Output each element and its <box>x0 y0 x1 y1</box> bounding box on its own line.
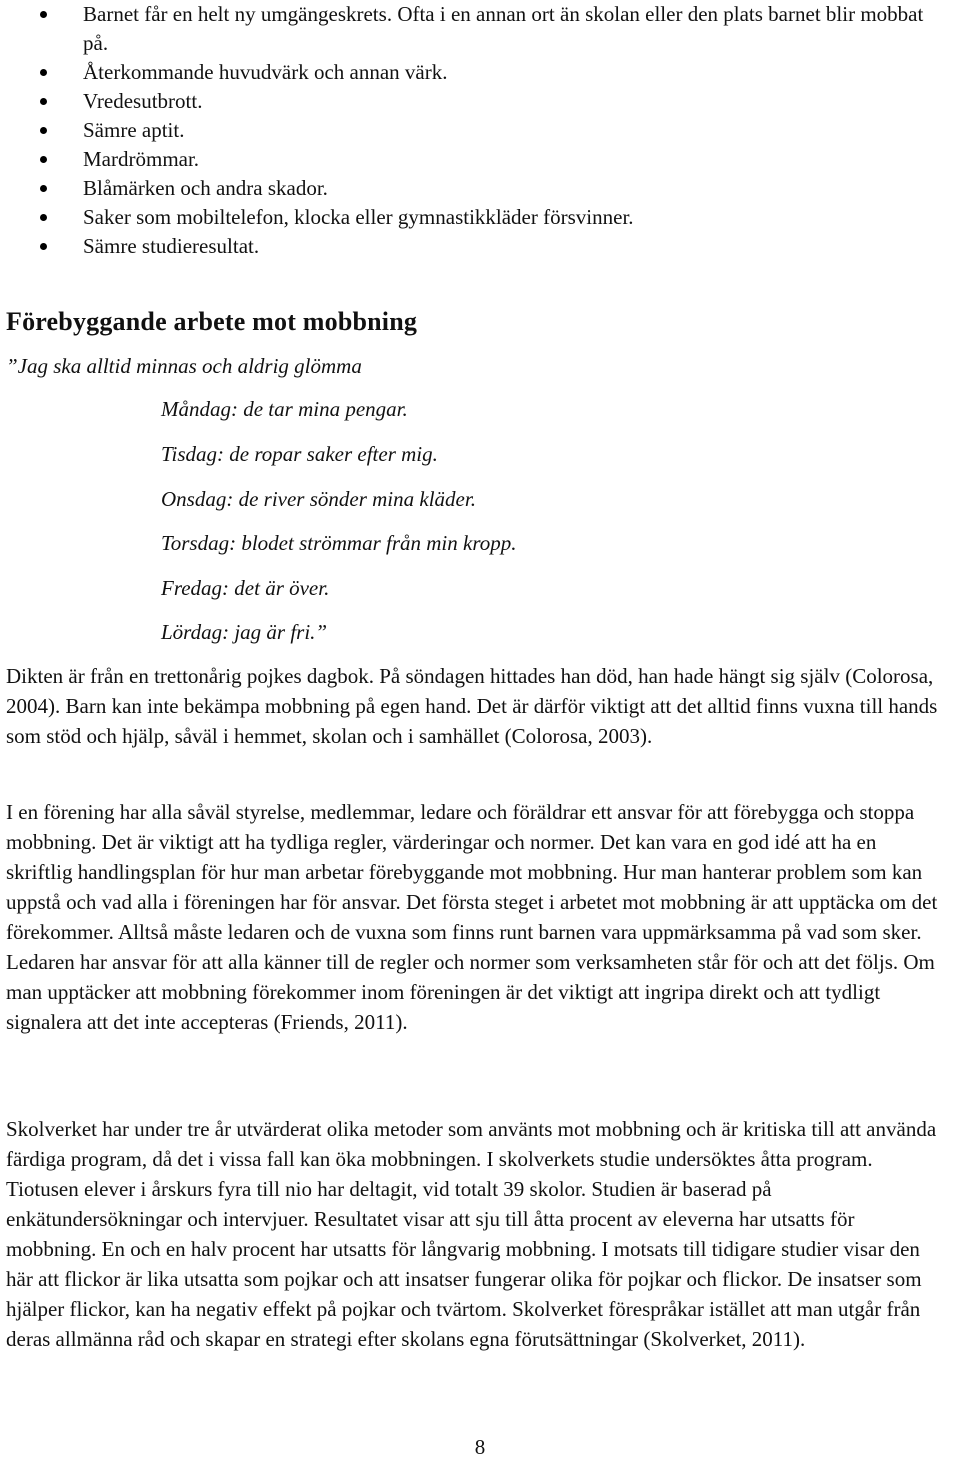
poem-intro: ”Jag ska alltid minnas och aldrig glömma <box>6 354 362 378</box>
list-item-text: Mardrömmar. <box>83 147 200 171</box>
page-number: 8 <box>474 1435 486 1459</box>
list-item-text: Sämre aptit. <box>83 118 185 142</box>
section-heading: Förebyggande arbete mot mobbning <box>6 307 418 336</box>
poem-line: Onsdag: de river sönder mina kläder. <box>161 487 476 511</box>
list-item-text: Saker som mobiltelefon, klocka eller gymnastikkläder försvinner. <box>83 205 634 229</box>
list-item <box>0 87 960 116</box>
list-item <box>0 145 960 174</box>
paragraph: Dikten är från en trettonårig pojkes dagbok. På söndagen hittades han död, han hade hängt sig själv (Colorosa, 2004). Barn kan inte bekämpa mobbning på egen hand. Det är därför viktigt att det alltid finns vuxna till hands som stöd och hjälp, såväl i hemmet, skolan och i samhället (Colorosa, 2003). <box>6 664 938 748</box>
paragraph: I en förening har alla såväl styrelse, medlemmar, ledare och föräldrar ett ansvar för att förebygga och stoppa mobbning. Det är viktigt att ha tydliga regler, värderingar och normer. Det kan vara en god idé att ha en skriftlig handlingsplan för hur man arbetar förebyggande mot mobbning. Hur man hanterar problem som kan uppstå och vad alla i föreningen har för ansvar. Det första steget i arbetet mot mobbning är att upptäcka om det förekommer. Alltså måste ledaren och de vuxna som finns runt barnen vara uppmärksamma på vad som sker. Ledaren har ansvar för att alla känner till de regler och normer som verksamheten står för och att det följs. Om man upptäcker att mobbning förekommer inom föreningen är det viktigt att ingripa direkt och att tydligt signalera att det inte accepteras (Friends, 2011). <box>6 800 938 1034</box>
bullet-icon <box>40 156 47 163</box>
bullet-icon <box>40 185 47 192</box>
bullet-icon <box>40 127 47 134</box>
poem-line: Lördag: jag är fri.” <box>161 620 328 644</box>
poem-line: Torsdag: blodet strömmar från min kropp. <box>161 531 517 555</box>
list-item-text: Återkommande huvudvärk och annan värk. <box>83 60 448 84</box>
poem-line: Fredag: det är över. <box>161 576 330 600</box>
list-item-text: Vredesutbrott. <box>83 89 203 113</box>
list-item <box>0 174 960 203</box>
bullet-icon <box>40 98 47 105</box>
list-item <box>0 116 960 145</box>
warning-signs-list <box>0 0 960 261</box>
list-item-text: Sämre studieresultat. <box>83 234 260 258</box>
list-item <box>0 203 960 232</box>
bullet-icon <box>40 11 47 18</box>
bullet-icon <box>40 214 47 221</box>
list-item <box>0 0 960 58</box>
list-item <box>0 58 960 87</box>
poem-line: Måndag: de tar mina pengar. <box>161 397 408 421</box>
paragraph: Skolverket har under tre år utvärderat olika metoder som använts mot mobbning och är kritiska till att använda färdiga program, då det i vissa fall kan öka mobbningen. I skolverkets studie undersöktes åtta program. Tiotusen elever i årskurs fyra till nio har deltagit, vid totalt 39 skolor. Studien är baserad på enkätundersökningar och intervjuer. Resultatet visar att sju till åtta procent av eleverna har utsatts för mobbning. En och en halv procent har utsatts för långvarig mobbning. I motsats till tidigare studier visar den här att flickor är lika utsatta som pojkar och att insatser fungerar olika för pojkar och flickor. De insatser som hjälper flickor, kan ha negativ effekt på pojkar och tvärtom. Skolverket förespråkar istället att man utgår från deras allmänna råd och skapar en strategi efter skolans egna förutsättningar (Skolverket, 2011). <box>6 1117 937 1351</box>
list-item-text: Blåmärken och andra skador. <box>83 176 328 200</box>
list-item-text: Barnet får en helt ny umgängeskrets. Ofta i en annan ort än skolan eller den plats barnet blir mobbat på. <box>83 2 924 55</box>
bullet-icon <box>40 243 47 250</box>
list-item <box>0 232 960 261</box>
poem-line: Tisdag: de ropar saker efter mig. <box>161 442 438 466</box>
bullet-icon <box>40 69 47 76</box>
